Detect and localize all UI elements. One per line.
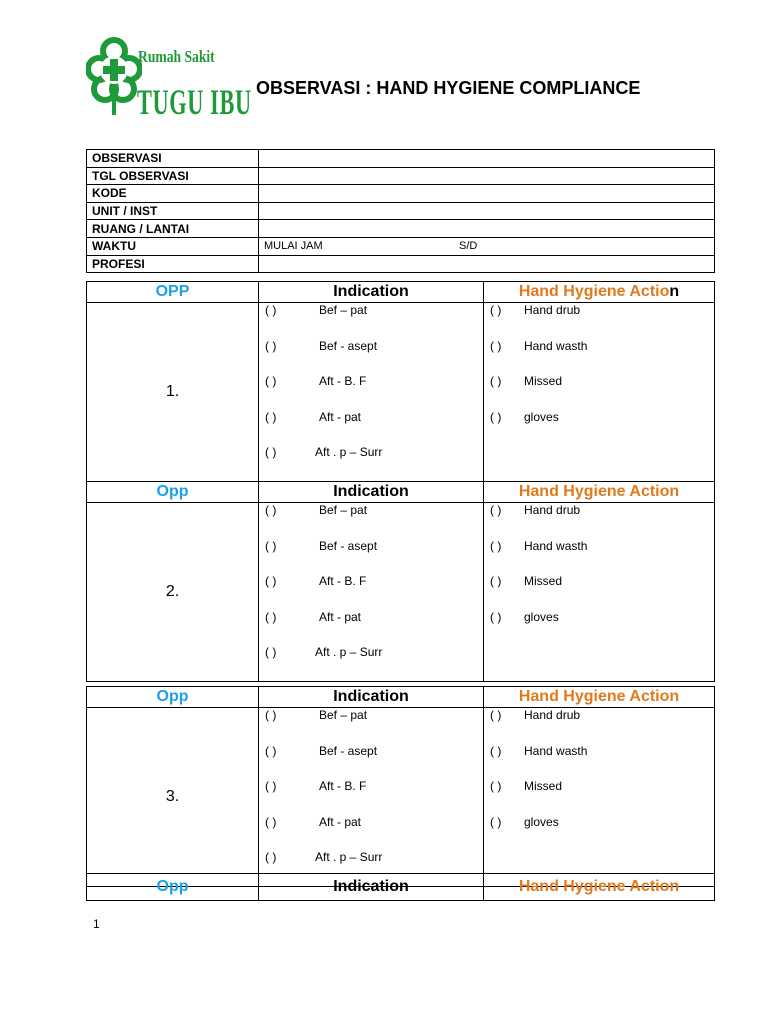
label-unit: UNIT / INST (87, 202, 259, 220)
action-label: gloves (524, 814, 559, 829)
observation-section-3 (86, 686, 715, 887)
indication-label: Bef – pat (319, 303, 368, 317)
field-profesi[interactable] (259, 255, 715, 273)
action-option[interactable] (484, 744, 714, 780)
field-tgl-observasi[interactable] (259, 167, 715, 185)
action-checkbox[interactable]: ( ) (490, 409, 502, 424)
row-tgl-observasi (87, 167, 715, 185)
indication-label: Aft - B. F (319, 574, 367, 588)
action-header-label: Hand Hygiene Actio (518, 283, 670, 300)
action-option[interactable] (484, 539, 714, 575)
action-header-label: Hand Hygiene Action (518, 688, 680, 705)
indication-label: Bef – pat (319, 503, 368, 517)
indication-checkbox[interactable]: ( ) (265, 303, 277, 317)
action-header (484, 482, 715, 503)
action-label: gloves (524, 409, 559, 424)
indication-label: Aft . p – Surr (315, 850, 383, 864)
indication-label: Aft . p – Surr (315, 645, 383, 659)
indication-option[interactable] (259, 503, 483, 539)
action-option[interactable] (484, 374, 714, 410)
indication-label: Bef - asept (319, 538, 378, 553)
label-ruang: RUANG / LANTAI (87, 220, 259, 238)
indication-label: Aft - pat (319, 814, 362, 829)
action-label: Hand drub (524, 503, 581, 517)
action-option[interactable] (484, 708, 714, 744)
action-option[interactable] (484, 574, 714, 610)
action-label: Missed (524, 574, 563, 588)
observation-section-2 (86, 481, 715, 682)
action-label: Hand wasth (524, 538, 588, 553)
opportunity-number: 3. (87, 708, 259, 887)
indication-option[interactable] (259, 339, 483, 375)
indication-label: Aft - pat (319, 609, 362, 624)
indication-option[interactable] (259, 779, 483, 815)
indication-checkbox[interactable]: ( ) (265, 708, 277, 722)
action-label: Hand drub (524, 708, 581, 722)
label-kode: KODE (87, 185, 259, 203)
observation-section-1 (86, 281, 715, 482)
action-label: Hand wasth (524, 338, 588, 353)
page-title: OBSERVASI : HAND HYGIENE COMPLIANCE (256, 78, 641, 98)
indication-option[interactable] (259, 744, 483, 780)
page-number: 1 (93, 917, 100, 931)
observation-info-table (86, 149, 715, 273)
action-option[interactable] (484, 410, 714, 446)
opp-header: Opp (87, 874, 259, 901)
indication-checkbox[interactable]: ( ) (265, 445, 277, 459)
logo-subtitle: Rumah Sakit (138, 47, 215, 66)
action-checkbox[interactable]: ( ) (490, 503, 502, 517)
flower-cross-icon (86, 37, 142, 117)
row-kode (87, 185, 715, 203)
action-option[interactable] (484, 610, 714, 646)
indication-option[interactable] (259, 445, 483, 481)
indication-checkbox[interactable]: ( ) (265, 850, 277, 864)
indication-checkbox[interactable]: ( ) (265, 538, 277, 553)
indication-option[interactable] (259, 374, 483, 410)
action-checkbox[interactable]: ( ) (490, 574, 502, 588)
indication-header: Indication (259, 282, 484, 303)
indication-checkbox[interactable]: ( ) (265, 645, 277, 659)
waktu-end-label: S/D (459, 240, 478, 253)
indication-cell (259, 708, 484, 887)
logo-name: TUGU IBU (137, 82, 252, 122)
indication-checkbox[interactable]: ( ) (265, 743, 277, 758)
waktu-start-label: MULAI JAM (264, 240, 323, 253)
indication-option[interactable] (259, 645, 483, 681)
indication-header: Indication (259, 687, 484, 708)
action-option[interactable] (484, 339, 714, 375)
indication-label: Aft - B. F (319, 374, 367, 388)
label-profesi: PROFESI (87, 255, 259, 273)
action-header (484, 687, 715, 708)
field-waktu[interactable] (259, 237, 715, 255)
action-option[interactable] (484, 503, 714, 539)
indication-label: Aft . p – Surr (315, 445, 383, 459)
hospital-logo (86, 33, 252, 133)
field-ruang[interactable] (259, 220, 715, 238)
action-checkbox[interactable]: ( ) (490, 538, 502, 553)
action-checkbox[interactable]: ( ) (490, 743, 502, 758)
indication-checkbox[interactable]: ( ) (265, 409, 277, 424)
indication-checkbox[interactable]: ( ) (265, 338, 277, 353)
indication-cell (259, 303, 484, 482)
indication-label: Bef - asept (319, 743, 378, 758)
label-waktu: WAKTU (87, 237, 259, 255)
opp-header: OPP (87, 282, 259, 303)
row-ruang (87, 220, 715, 238)
indication-label: Bef - asept (319, 338, 378, 353)
indication-option[interactable] (259, 303, 483, 339)
action-label: Hand wasth (524, 743, 588, 758)
indication-checkbox[interactable]: ( ) (265, 574, 277, 588)
action-label: Hand drub (524, 303, 581, 317)
indication-option[interactable] (259, 815, 483, 851)
indication-checkbox[interactable]: ( ) (265, 374, 277, 388)
action-cell (484, 503, 715, 682)
opp-header: Opp (87, 482, 259, 503)
indication-label: Aft - pat (319, 409, 362, 424)
indication-checkbox[interactable]: ( ) (265, 503, 277, 517)
action-checkbox[interactable]: ( ) (490, 609, 502, 624)
action-header-suffix: n (669, 283, 680, 300)
action-checkbox[interactable]: ( ) (490, 374, 502, 388)
indication-checkbox[interactable]: ( ) (265, 779, 277, 793)
field-unit[interactable] (259, 202, 715, 220)
action-option[interactable] (484, 815, 714, 851)
indication-option[interactable] (259, 539, 483, 575)
indication-label: Bef – pat (319, 708, 368, 722)
opportunity-number: 1. (87, 303, 259, 482)
action-label: Missed (524, 779, 563, 793)
action-checkbox[interactable]: ( ) (490, 338, 502, 353)
indication-label: Aft - B. F (319, 779, 367, 793)
indication-header: Indication (259, 874, 484, 901)
indication-cell (259, 503, 484, 682)
action-cell (484, 708, 715, 887)
indication-option[interactable] (259, 410, 483, 446)
action-checkbox[interactable]: ( ) (490, 708, 502, 722)
action-cell (484, 303, 715, 482)
action-header-label: Hand Hygiene Action (518, 483, 680, 500)
action-label: gloves (524, 609, 559, 624)
row-waktu (87, 237, 715, 255)
action-checkbox[interactable]: ( ) (490, 779, 502, 793)
opportunity-number: 2. (87, 503, 259, 682)
action-option[interactable] (484, 779, 714, 815)
label-tgl-observasi: TGL OBSERVASI (87, 167, 259, 185)
field-kode[interactable] (259, 185, 715, 203)
field-observasi[interactable] (259, 150, 715, 168)
indication-option[interactable] (259, 708, 483, 744)
indication-checkbox[interactable]: ( ) (265, 814, 277, 829)
action-label: Missed (524, 374, 563, 388)
row-profesi (87, 255, 715, 273)
row-observasi (87, 150, 715, 168)
action-option[interactable] (484, 303, 714, 339)
row-unit (87, 202, 715, 220)
indication-option[interactable] (259, 574, 483, 610)
action-checkbox[interactable]: ( ) (490, 814, 502, 829)
section-header-4 (86, 873, 715, 901)
action-header: Hand Hygiene Action (484, 874, 715, 901)
label-observasi: OBSERVASI (87, 150, 259, 168)
action-header (484, 282, 715, 303)
indication-option[interactable] (259, 610, 483, 646)
action-checkbox[interactable]: ( ) (490, 303, 502, 317)
indication-checkbox[interactable]: ( ) (265, 609, 277, 624)
indication-header: Indication (259, 482, 484, 503)
opp-header: Opp (87, 687, 259, 708)
